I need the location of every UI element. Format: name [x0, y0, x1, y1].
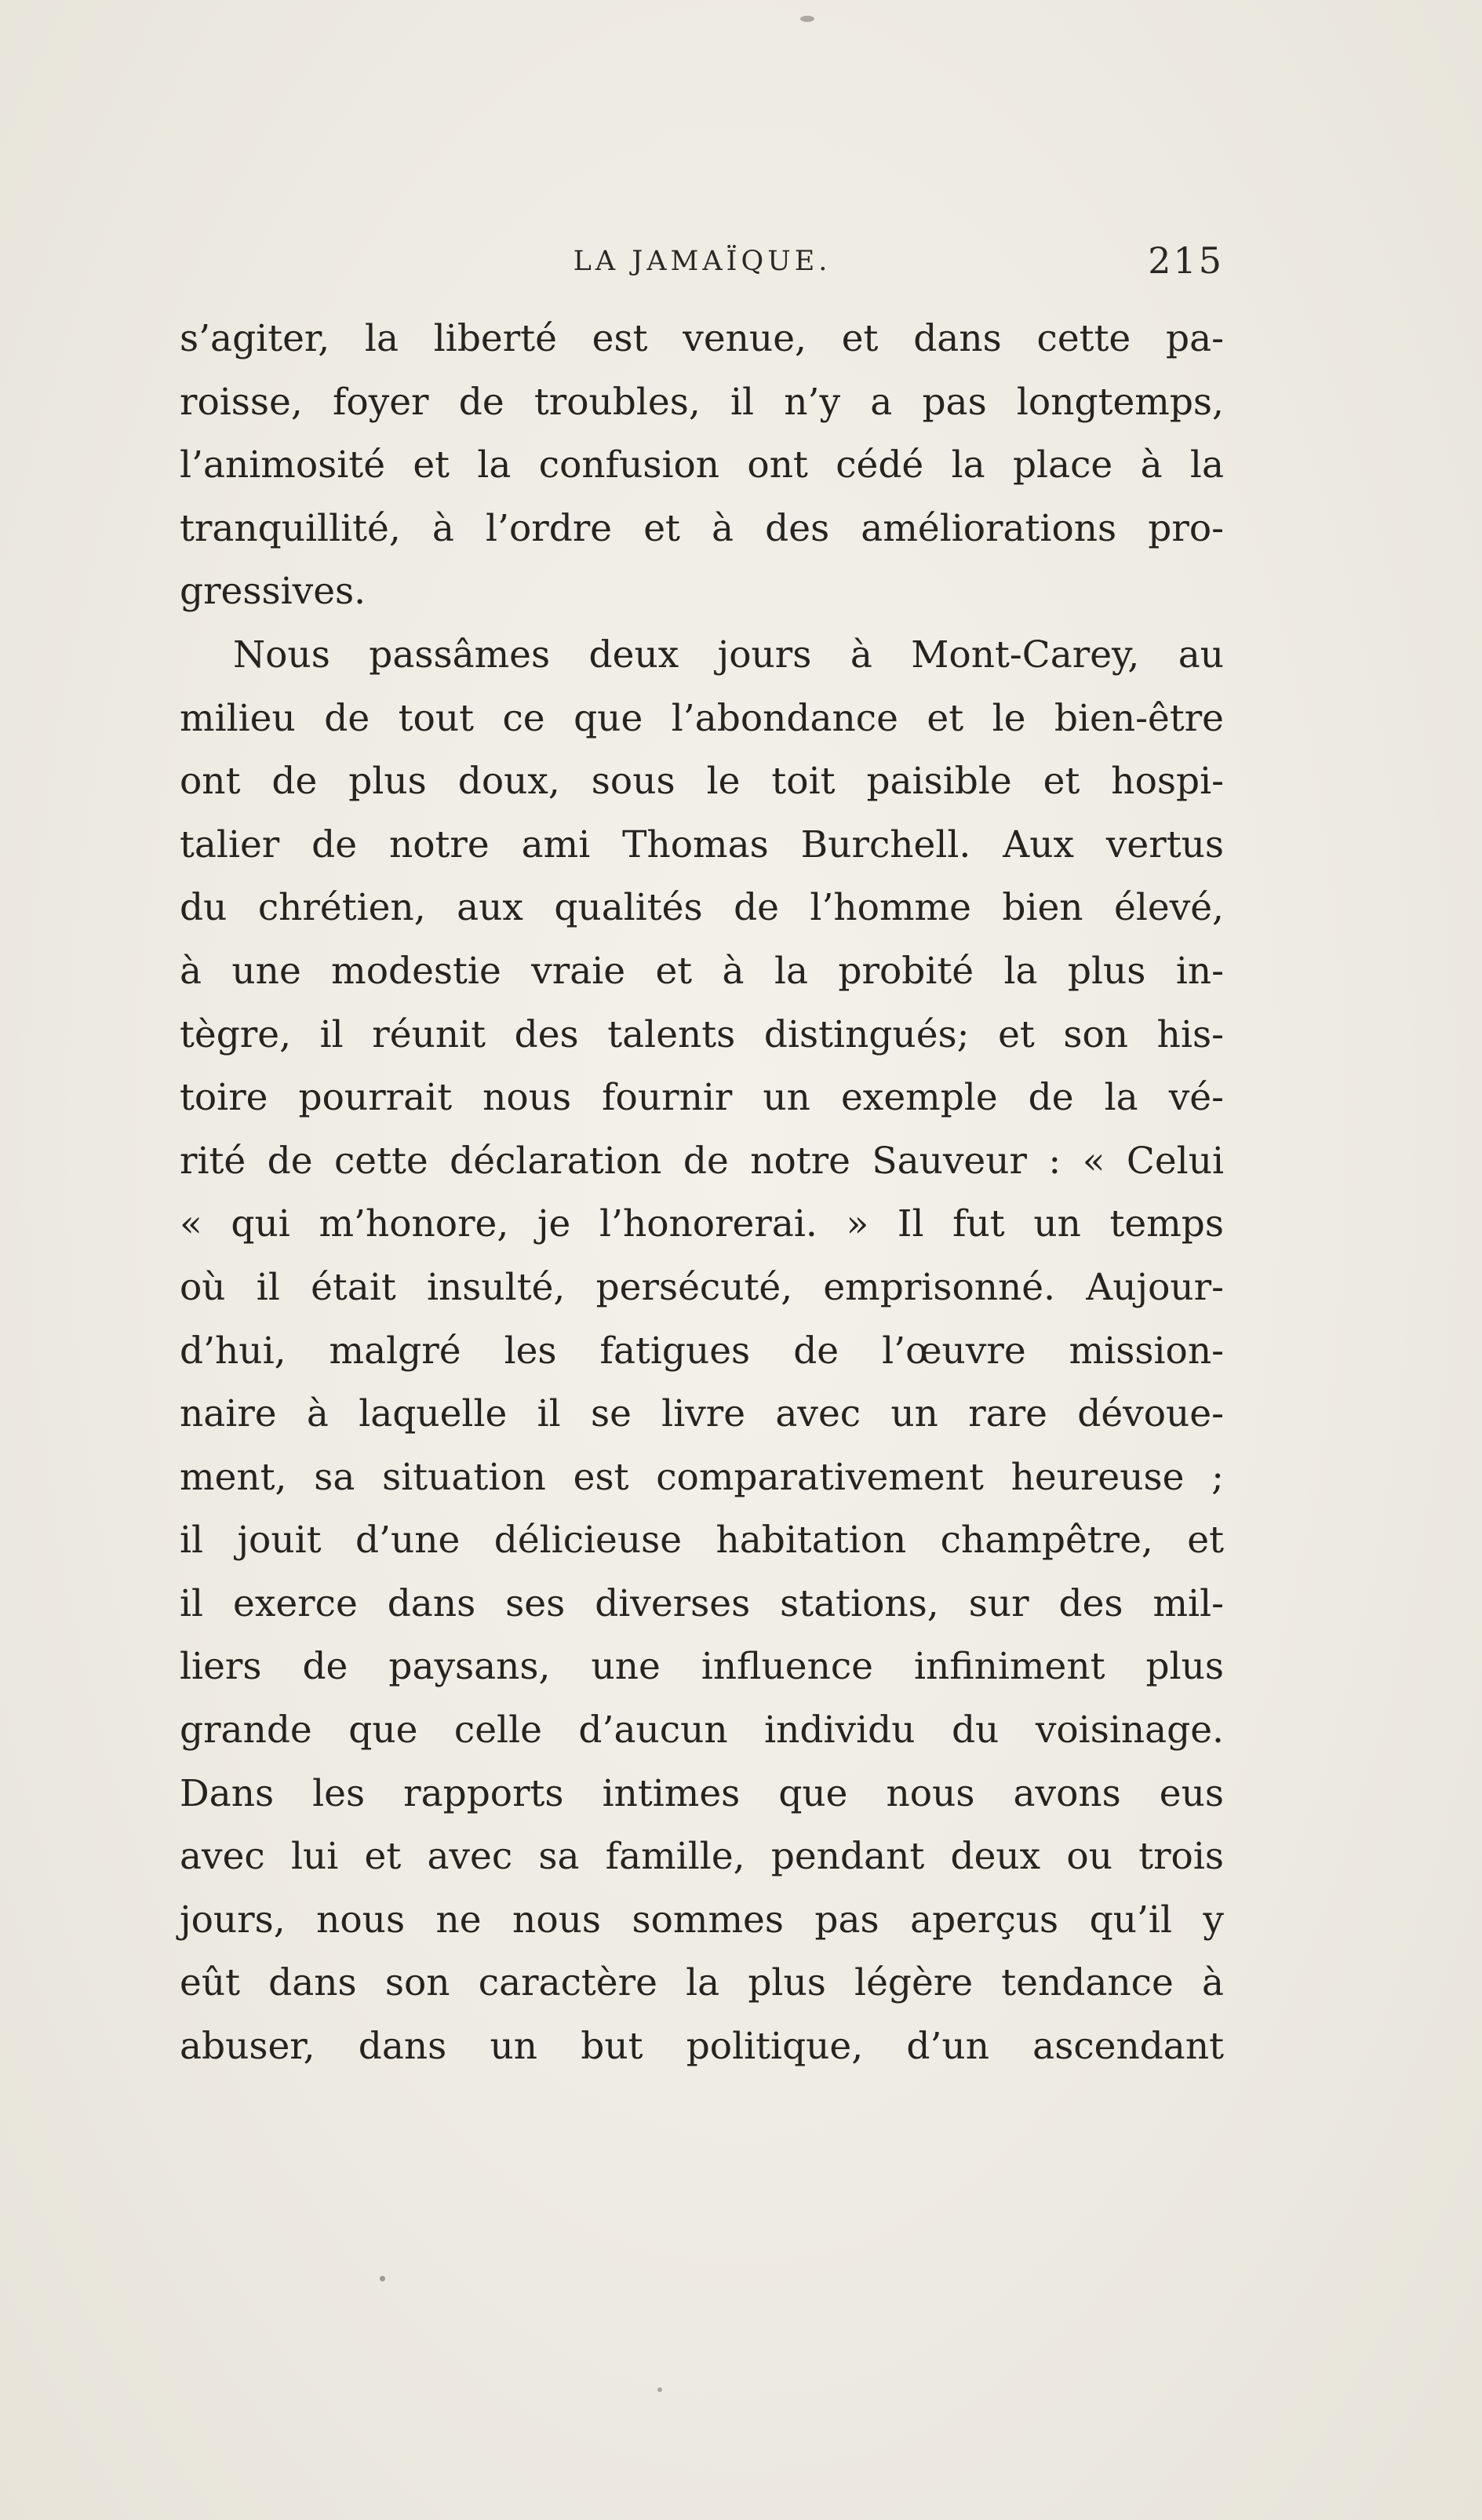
- text-line: il exerce dans ses diverses stations, sur des mil-: [180, 1581, 1224, 1625]
- text-line: tègre, il réunit des talents distingués; et son his-: [180, 1012, 1224, 1056]
- text-line: où il était insulté, persécuté, emprisonné. Aujour-: [180, 1265, 1224, 1309]
- body-text: [180, 308, 1224, 2079]
- text-line: gressives.: [180, 570, 366, 614]
- text-line: ment, sa situation est comparativement heureuse ;: [180, 1455, 1224, 1499]
- text-line: rité de cette déclaration de notre Sauveur : « Celui: [180, 1139, 1224, 1183]
- text-line: milieu de tout ce que l’abondance et le bien-être: [180, 696, 1224, 740]
- text-line: avec lui et avec sa famille, pendant deux ou trois: [180, 1835, 1224, 1879]
- text-line: Dans les rapports intimes que nous avons eus: [180, 1771, 1224, 1815]
- text-line: Nous passâmes deux jours à Mont-Carey, au: [233, 633, 1224, 676]
- text-line: talier de notre ami Thomas Burchell. Aux vertus: [180, 822, 1224, 866]
- ink-fleck-lower-left: [380, 2276, 385, 2281]
- text-line: du chrétien, aux qualités de l’homme bien élevé,: [180, 886, 1224, 930]
- text-line: ont de plus doux, sous le toit paisible et hospi-: [180, 760, 1224, 804]
- text-line: d’hui, malgré les fatigues de l’œuvre mission-: [180, 1329, 1224, 1373]
- paragraph-continued: [180, 308, 1224, 624]
- text-line: jours, nous ne nous sommes pas aperçus qu’il y: [180, 1898, 1224, 1942]
- text-line: naire à laquelle il se livre avec un rare dévoue-: [180, 1392, 1224, 1436]
- running-head: [180, 239, 1224, 294]
- text-line: à une modestie vraie et à la probité la plus in-: [180, 949, 1224, 993]
- text-line: s’agiter, la liberté est venue, et dans cette pa-: [180, 317, 1224, 360]
- text-line: roisse, foyer de troubles, il n’y a pas longtemps,: [180, 380, 1224, 424]
- text-line: eût dans son caractère la plus légère tendance à: [180, 1961, 1224, 2005]
- text-line: abuser, dans un but politique, d’un ascendant: [180, 2025, 1224, 2069]
- text-line: l’animosité et la confusion ont cédé la place à la: [180, 443, 1224, 487]
- text-line: liers de paysans, une influence infiniment plus: [180, 1645, 1224, 1689]
- text-line: toire pourrait nous fournir un exemple de la vé-: [180, 1076, 1224, 1120]
- paragraph-main: [180, 624, 1224, 2079]
- page-number: 215: [1148, 239, 1224, 282]
- ink-fleck-top: [800, 16, 814, 22]
- text-line: il jouit d’une délicieuse habitation champêtre, et: [180, 1519, 1224, 1563]
- text-line: grande que celle d’aucun individu du voisinage.: [180, 1709, 1224, 1752]
- text-line: « qui m’honore, je l’honorerai. » Il fut un temps: [180, 1202, 1224, 1246]
- ink-fleck-lower-center: [657, 2387, 662, 2392]
- running-head-title: LA JAMAÏQUE.: [573, 246, 832, 277]
- text-line: tranquillité, à l’ordre et à des améliorations pro-: [180, 506, 1224, 550]
